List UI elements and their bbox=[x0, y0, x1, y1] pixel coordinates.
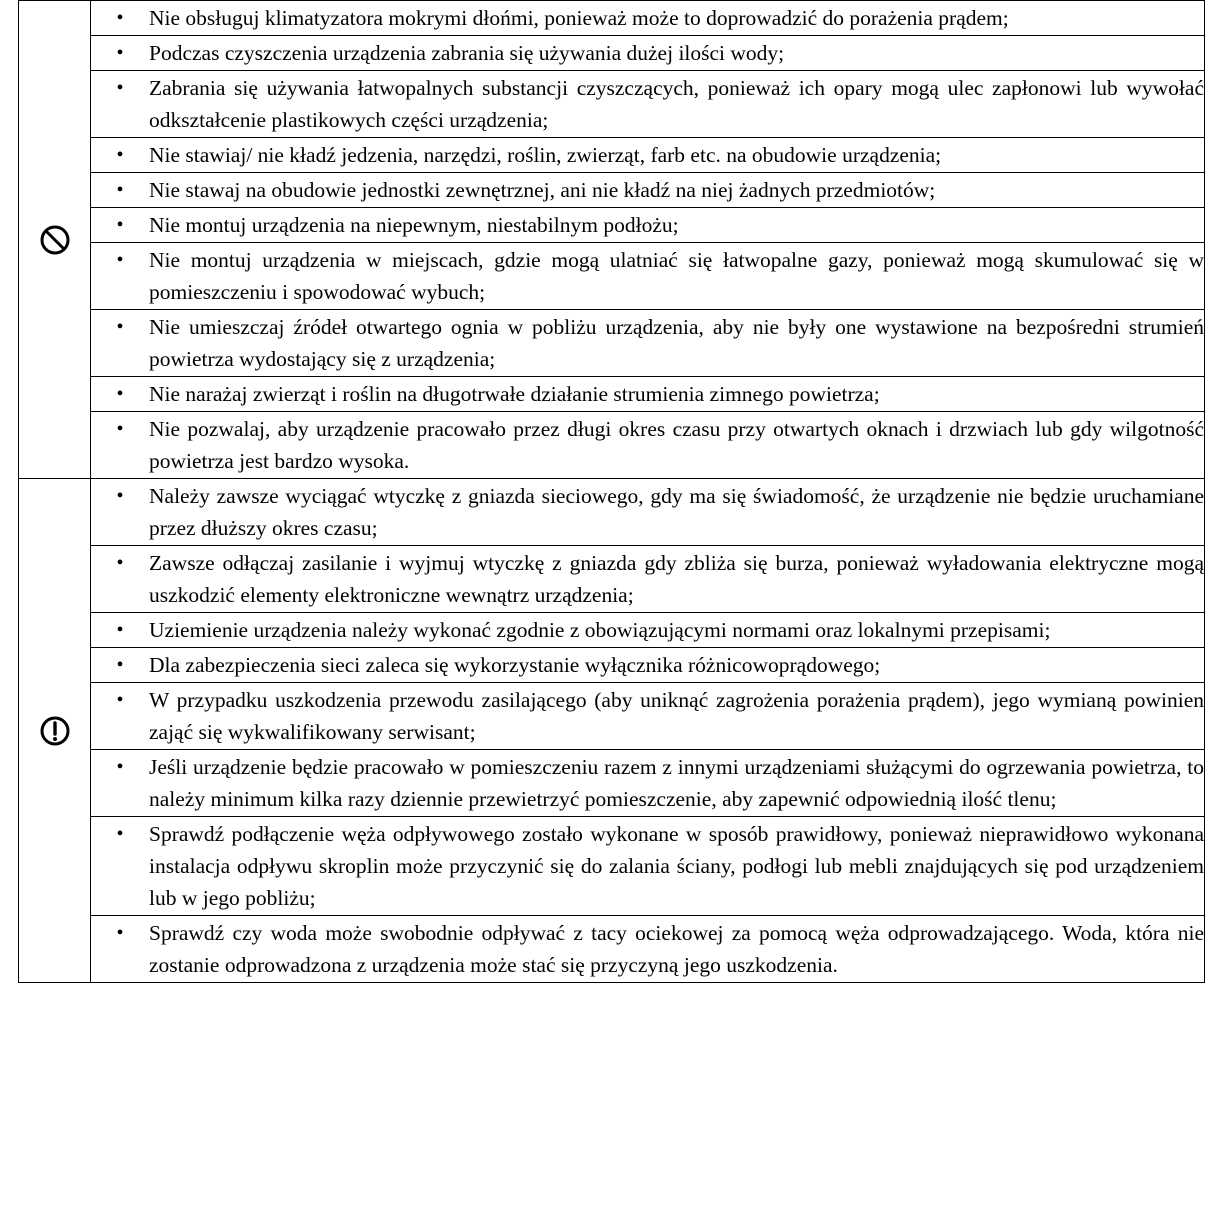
table-row bbox=[19, 479, 1205, 546]
list-item bbox=[91, 377, 1205, 412]
item-text: Nie umieszczaj źródeł otwartego ognia w pobliżu urządzenia, aby nie były one wystawione na bezpośredni strumień powietrza wydostający się z urządzenia; bbox=[149, 315, 1204, 371]
list-item bbox=[91, 648, 1205, 683]
bullet: • bbox=[116, 77, 124, 99]
section-icon-cell bbox=[19, 479, 91, 983]
table-row bbox=[19, 648, 1205, 683]
table-row bbox=[19, 71, 1205, 138]
list-item bbox=[91, 1, 1205, 36]
list-item bbox=[91, 546, 1205, 613]
exclamation-circle-icon bbox=[19, 715, 90, 747]
table-row bbox=[19, 916, 1205, 983]
bullet: • bbox=[116, 418, 124, 440]
bullet: • bbox=[116, 144, 124, 166]
table-row bbox=[19, 817, 1205, 916]
bullet: • bbox=[116, 823, 124, 845]
bullet: • bbox=[116, 42, 124, 64]
section-icon-cell bbox=[19, 1, 91, 479]
bullet: • bbox=[116, 689, 124, 711]
list-item bbox=[91, 310, 1205, 377]
list-item bbox=[91, 683, 1205, 750]
table-row bbox=[19, 377, 1205, 412]
item-text: Nie narażaj zwierząt i roślin na długotrwałe działanie strumienia zimnego powietrza; bbox=[149, 382, 880, 406]
table-row bbox=[19, 683, 1205, 750]
list-item bbox=[91, 916, 1205, 983]
table-row bbox=[19, 173, 1205, 208]
bullet: • bbox=[116, 619, 124, 641]
bullet: • bbox=[116, 316, 124, 338]
list-item bbox=[91, 138, 1205, 173]
item-text: Jeśli urządzenie będzie pracowało w pomieszczeniu razem z innymi urządzeniami służącymi do ogrzewania powietrza, to należy minimum kilka razy dziennie przewietrzyć pomieszczenie, aby zapewnić odpowiednią ilość tlenu; bbox=[149, 755, 1204, 811]
table-row bbox=[19, 243, 1205, 310]
item-text: Należy zawsze wyciągać wtyczkę z gniazda sieciowego, gdy ma się świadomość, że urządzenie nie będzie uruchamiane przez dłuższy okres czasu; bbox=[149, 484, 1204, 540]
item-text: Nie montuj urządzenia na niepewnym, niestabilnym podłożu; bbox=[149, 213, 679, 237]
list-item bbox=[91, 817, 1205, 916]
item-text: Dla zabezpieczenia sieci zaleca się wykorzystanie wyłącznika różnicowoprądowego; bbox=[149, 653, 881, 677]
table-row bbox=[19, 138, 1205, 173]
item-text: Uziemienie urządzenia należy wykonać zgodnie z obowiązującymi normami oraz lokalnymi przepisami; bbox=[149, 618, 1051, 642]
item-text: Nie montuj urządzenia w miejscach, gdzie mogą ulatniać się łatwopalne gazy, ponieważ mogą skumulować się w pomieszczeniu i spowodować wybuch; bbox=[149, 248, 1204, 304]
list-item bbox=[91, 750, 1205, 817]
table-row bbox=[19, 36, 1205, 71]
list-item bbox=[91, 36, 1205, 71]
list-item bbox=[91, 173, 1205, 208]
item-text: Nie obsługuj klimatyzatora mokrymi dłońmi, ponieważ może to doprowadzić do porażenia prądem; bbox=[149, 6, 1009, 30]
table-row bbox=[19, 1, 1205, 36]
table-row bbox=[19, 750, 1205, 817]
item-text: Nie stawiaj/ nie kładź jedzenia, narzędzi, roślin, zwierząt, farb etc. na obudowie urządzenia; bbox=[149, 143, 942, 167]
list-item bbox=[91, 613, 1205, 648]
bullet: • bbox=[116, 249, 124, 271]
bullet: • bbox=[116, 756, 124, 778]
table-row bbox=[19, 208, 1205, 243]
item-text: Sprawdź podłączenie węża odpływowego zostało wykonane w sposób prawidłowy, ponieważ nieprawidłowo wykonana instalacja odpływu skroplin może przyczynić się do zalania ściany, podłogi lub mebli znajdujących się pod urządzeniem lub w jego pobliżu; bbox=[149, 822, 1204, 910]
bullet: • bbox=[116, 179, 124, 201]
table-row bbox=[19, 546, 1205, 613]
bullet: • bbox=[116, 214, 124, 236]
bullet: • bbox=[116, 654, 124, 676]
bullet: • bbox=[116, 7, 124, 29]
list-item bbox=[91, 71, 1205, 138]
item-text: Sprawdź czy woda może swobodnie odpływać z tacy ociekowej za pomocą węża odprowadzającego. Woda, która nie zostanie odprowadzona z urządzenia może stać się przyczyną jego uszkodzenia. bbox=[149, 921, 1204, 977]
list-item bbox=[91, 479, 1205, 546]
bullet: • bbox=[116, 552, 124, 574]
list-item bbox=[91, 243, 1205, 310]
item-text: Podczas czyszczenia urządzenia zabrania się używania dużej ilości wody; bbox=[149, 41, 785, 65]
item-text: Nie pozwalaj, aby urządzenie pracowało przez długi okres czasu przy otwartych oknach i drzwiach lub gdy wilgotność powietrza jest bardzo wysoka. bbox=[149, 417, 1204, 473]
bullet: • bbox=[116, 922, 124, 944]
list-item bbox=[91, 208, 1205, 243]
item-text: Zawsze odłączaj zasilanie i wyjmuj wtyczkę z gniazda gdy zbliża się burza, ponieważ wyładowania elektryczne mogą uszkodzić elementy elektroniczne wewnątrz urządzenia; bbox=[149, 551, 1204, 607]
item-text: Nie stawaj na obudowie jednostki zewnętrznej, ani nie kładź na niej żadnych przedmiotów; bbox=[149, 178, 936, 202]
bullet: • bbox=[116, 383, 124, 405]
table-row bbox=[19, 613, 1205, 648]
bullet: • bbox=[116, 485, 124, 507]
prohibition-icon bbox=[19, 224, 90, 256]
list-item bbox=[91, 412, 1205, 479]
table-row bbox=[19, 412, 1205, 479]
safety-warnings-table bbox=[18, 0, 1205, 983]
table-row bbox=[19, 310, 1205, 377]
item-text: W przypadku uszkodzenia przewodu zasilającego (aby uniknąć zagrożenia porażenia prądem), jego wymianą powinien zająć się wykwalifikowany serwisant; bbox=[149, 688, 1204, 744]
item-text: Zabrania się używania łatwopalnych substancji czyszczących, ponieważ ich opary mogą ulec zapłonowi lub wywołać odkształcenie plastikowych części urządzenia; bbox=[149, 76, 1204, 132]
